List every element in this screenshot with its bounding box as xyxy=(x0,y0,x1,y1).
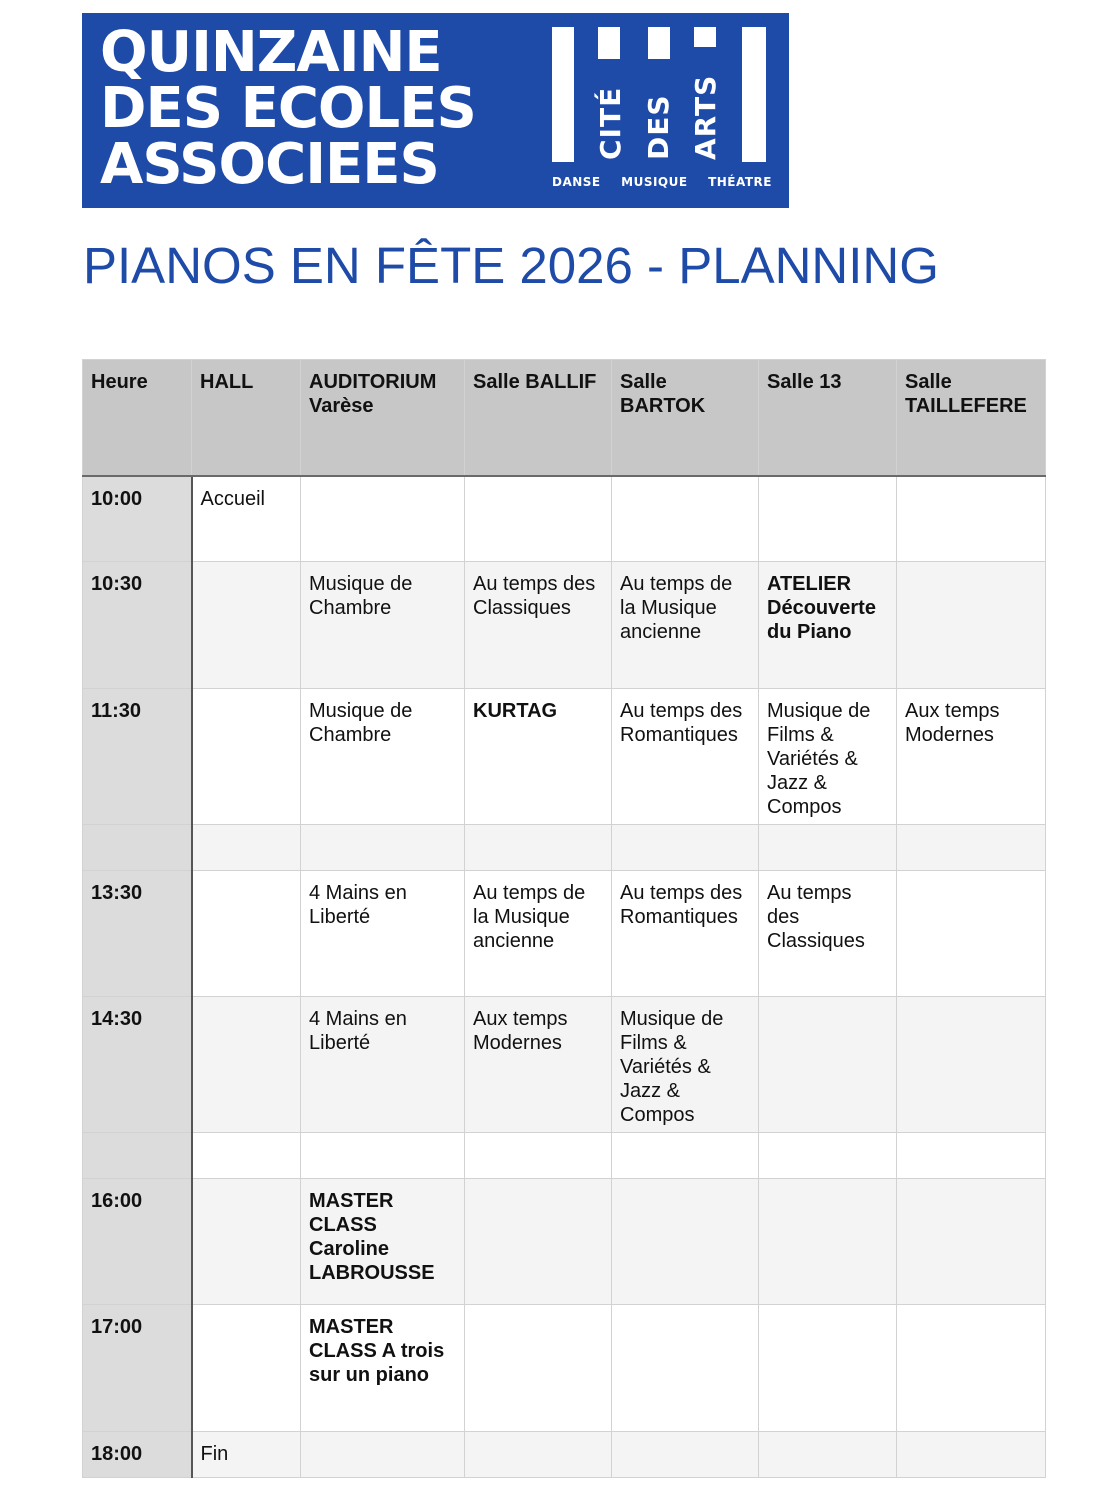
table-cell xyxy=(192,871,301,997)
table-cell xyxy=(759,1179,897,1305)
time-cell: 16:00 xyxy=(83,1179,192,1305)
table-cell xyxy=(465,1179,612,1305)
table-cell xyxy=(897,825,1046,871)
table-cell xyxy=(192,1133,301,1179)
table-cell xyxy=(612,1133,759,1179)
banner-title-line: DES ECOLES xyxy=(100,76,476,141)
table-cell: KURTAG xyxy=(465,689,612,825)
table-cell xyxy=(897,871,1046,997)
table-cell xyxy=(759,476,897,562)
table-row xyxy=(83,1432,1046,1478)
table-cell xyxy=(465,1432,612,1478)
table-cell xyxy=(897,1179,1046,1305)
column-header: AUDITORIUM Varèse xyxy=(301,360,465,476)
logo-bar xyxy=(552,27,574,162)
planning-table xyxy=(82,359,1046,1478)
table-cell xyxy=(897,1432,1046,1478)
logo-word-arts: ARTS xyxy=(689,74,722,160)
header-row xyxy=(83,360,1046,476)
table-cell xyxy=(301,825,465,871)
table-cell: Musique de Chambre xyxy=(301,689,465,825)
logo-word-cite: CITÉ xyxy=(594,86,627,160)
table-row xyxy=(83,562,1046,689)
table-cell: Au temps des Romantiques xyxy=(612,871,759,997)
table-cell: Au temps des Classiques xyxy=(759,871,897,997)
table-row xyxy=(83,825,1046,871)
column-header: HALL xyxy=(192,360,301,476)
table-cell xyxy=(897,1305,1046,1432)
column-header: Salle 13 xyxy=(759,360,897,476)
table-cell xyxy=(465,1133,612,1179)
table-cell xyxy=(612,1305,759,1432)
time-cell: 14:30 xyxy=(83,997,192,1133)
time-cell: 11:30 xyxy=(83,689,192,825)
logo-bar xyxy=(742,27,766,162)
table-cell: Au temps de la Musique ancienne xyxy=(465,871,612,997)
table-cell xyxy=(192,689,301,825)
table-row xyxy=(83,997,1046,1133)
table-row xyxy=(83,871,1046,997)
table-cell: ATELIER Découverte du Piano xyxy=(759,562,897,689)
table-cell: MASTER CLASS A trois sur un piano xyxy=(301,1305,465,1432)
table-cell xyxy=(897,476,1046,562)
table-cell: Musique de Chambre xyxy=(301,562,465,689)
table-cell: Aux temps Modernes xyxy=(465,997,612,1133)
page-title: PIANOS EN FÊTE 2026 - PLANNING xyxy=(83,237,939,294)
table-cell: 4 Mains en Liberté xyxy=(301,997,465,1133)
table-cell xyxy=(897,562,1046,689)
column-header: Heure xyxy=(83,360,192,476)
table-row xyxy=(83,476,1046,562)
logo-bar xyxy=(648,27,670,59)
table-cell: 4 Mains en Liberté xyxy=(301,871,465,997)
table-cell xyxy=(612,476,759,562)
table-cell: Aux temps Modernes xyxy=(897,689,1046,825)
time-cell xyxy=(83,1133,192,1179)
cite-des-arts-logo xyxy=(552,27,772,162)
table-cell xyxy=(465,1305,612,1432)
header-banner xyxy=(82,13,789,208)
discipline-label: DANSE xyxy=(552,175,601,189)
table-row xyxy=(83,1179,1046,1305)
table-cell xyxy=(897,997,1046,1133)
table-cell xyxy=(301,476,465,562)
table-cell xyxy=(759,1133,897,1179)
column-header: Salle BALLIF xyxy=(465,360,612,476)
table-cell xyxy=(301,1432,465,1478)
table-cell xyxy=(192,997,301,1133)
time-cell: 18:00 xyxy=(83,1432,192,1478)
table-row xyxy=(83,689,1046,825)
time-cell: 10:30 xyxy=(83,562,192,689)
table-cell: Au temps de la Musique ancienne xyxy=(612,562,759,689)
time-cell xyxy=(83,825,192,871)
banner-title-line: ASSOCIEES xyxy=(100,132,439,197)
table-cell xyxy=(192,1179,301,1305)
table-cell xyxy=(465,476,612,562)
table-row xyxy=(83,1305,1046,1432)
table-cell xyxy=(759,1432,897,1478)
table-cell xyxy=(612,825,759,871)
discipline-label: THÉATRE xyxy=(708,175,772,189)
table-cell: Au temps des Classiques xyxy=(465,562,612,689)
table-cell: Au temps des Romantiques xyxy=(612,689,759,825)
table-cell xyxy=(897,1133,1046,1179)
table-cell: MASTER CLASS Caroline LABROUSSE xyxy=(301,1179,465,1305)
logo-word-des: DES xyxy=(642,94,675,160)
column-header: Salle BARTOK xyxy=(612,360,759,476)
column-header: Salle TAILLEFERE xyxy=(897,360,1046,476)
logo-bar xyxy=(694,27,716,47)
disciplines xyxy=(552,175,772,189)
table-cell xyxy=(192,562,301,689)
table-cell xyxy=(301,1133,465,1179)
table-cell xyxy=(759,825,897,871)
table-cell xyxy=(759,1305,897,1432)
table-cell: Musique de Films & Variétés & Jazz & Compos xyxy=(612,997,759,1133)
table-cell xyxy=(192,825,301,871)
table-row xyxy=(83,1133,1046,1179)
logo-bar xyxy=(598,27,620,59)
time-cell: 17:00 xyxy=(83,1305,192,1432)
table-cell xyxy=(759,997,897,1133)
table-cell xyxy=(612,1432,759,1478)
banner-title-line: QUINZAINE xyxy=(100,20,442,85)
table-cell: Accueil xyxy=(192,476,301,562)
table-cell xyxy=(192,1305,301,1432)
time-cell: 13:30 xyxy=(83,871,192,997)
banner-title xyxy=(100,20,476,197)
table-cell: Fin xyxy=(192,1432,301,1478)
table-cell xyxy=(612,1179,759,1305)
table-cell: Musique de Films & Variétés & Jazz & Compos xyxy=(759,689,897,825)
time-cell: 10:00 xyxy=(83,476,192,562)
table-cell xyxy=(465,825,612,871)
discipline-label: MUSIQUE xyxy=(621,175,688,189)
